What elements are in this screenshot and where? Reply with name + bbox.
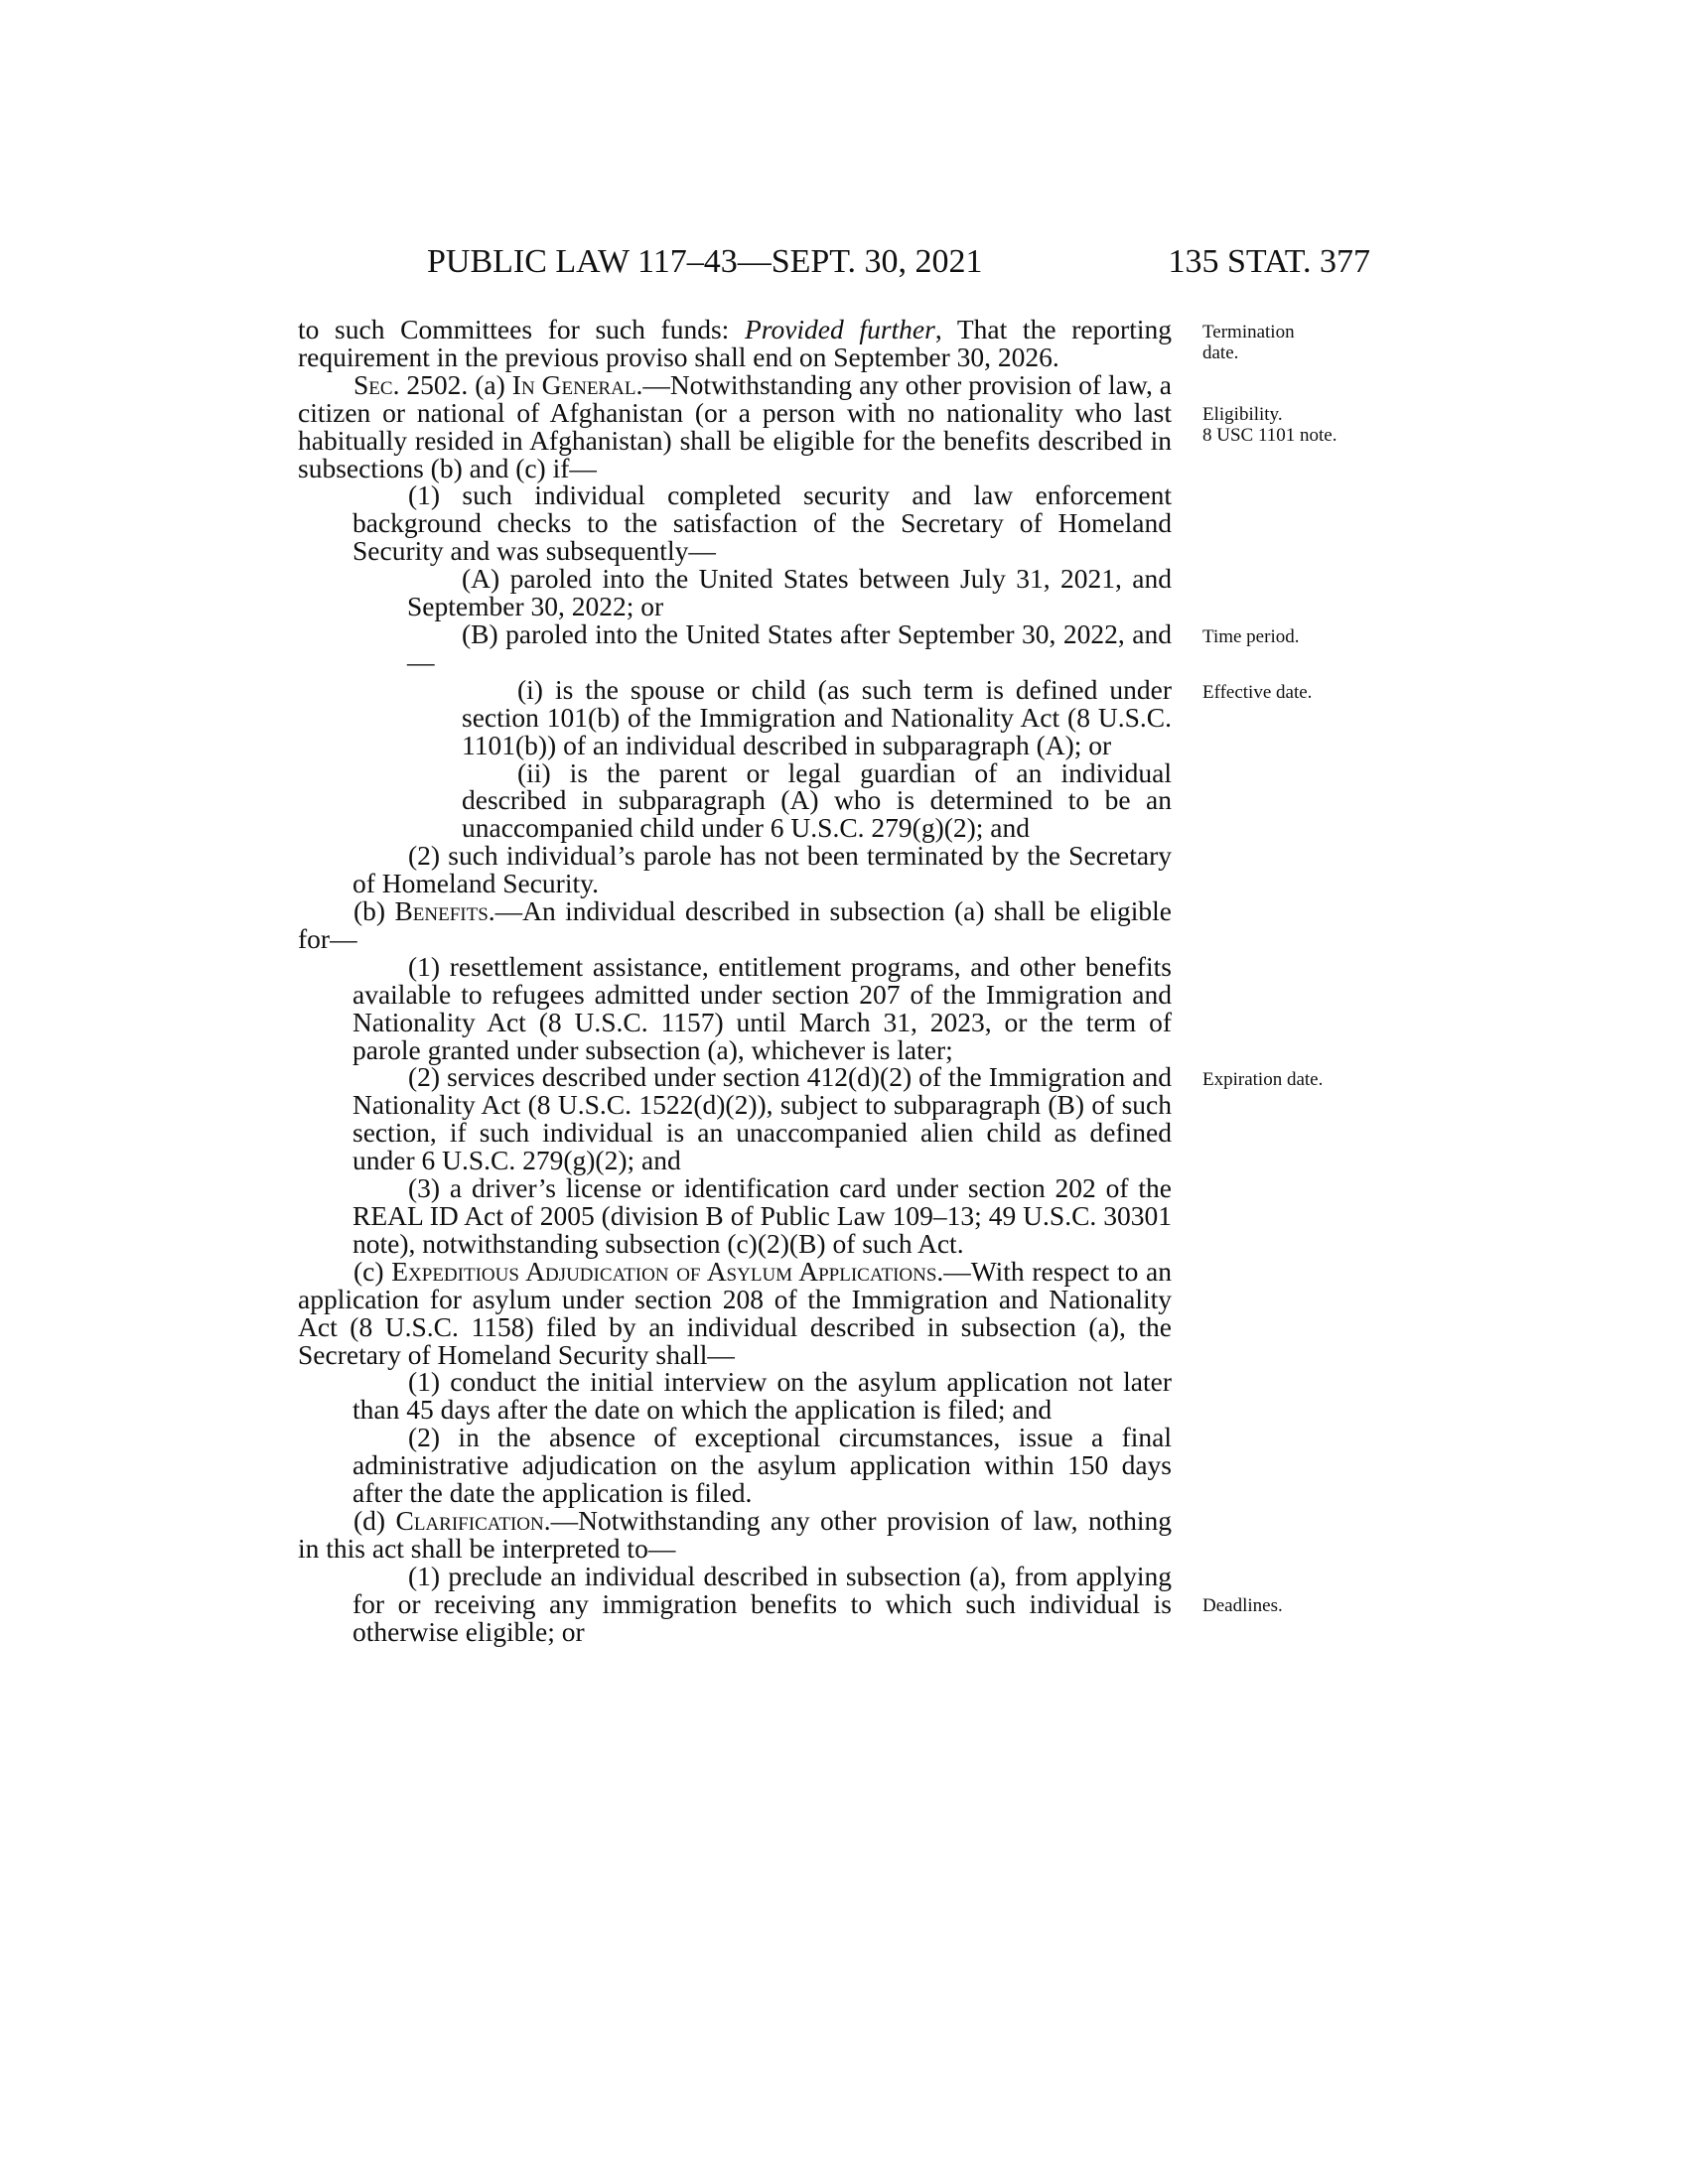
subsection-c: (c) Expeditious Adjudication of Asylum Applications.—With respect to an application for asylum under section 208 of the Immigration and Nationality Act (8 U.S.C. 1158) filed by an individual described in subsection (a), the Secretary of Homeland Security shall— <box>298 1255 1172 1370</box>
clause-d-1: (1) preclude an individual described in subsection (a), from applying for or receiving any immigration benefits to which such individual is otherwise eligible; or <box>352 1560 1172 1647</box>
clause-a-1-B-ii: (ii) is the parent or legal guardian of an individual described in subparagraph (A) who is determined to be an unaccompanied child under 6 U.S.C. 279(g)(2); and <box>462 756 1172 844</box>
subsection-heading-clarification: Clarification <box>395 1504 544 1536</box>
margin-note-time-period: Time period. <box>1202 626 1300 647</box>
margin-note-usc: 8 USC 1101 note. <box>1202 425 1337 446</box>
subsection-b: (b) Benefits.—An individual described in subsection (a) shall be eligible for— <box>298 895 1172 954</box>
running-head-title: PUBLIC LAW 117–43—SEPT. 30, 2021 <box>427 243 983 280</box>
section-2502-a: Sec. 2502. (a) In General.—Notwithstanding any other provision of law, a citizen or national of Afghanistan (or a person with no nationality who last habitually resided in Afghanistan) shall be eligible for the benefits described in subsections (b) and (c) if— <box>298 368 1172 483</box>
clause-c-2: (2) in the absence of exceptional circumstances, issue a final administrative adjudication on the asylum application within 150 days after the date the application is filed. <box>352 1422 1172 1509</box>
section-prefix: Sec <box>353 368 393 400</box>
clause-a-1-B-i: (i) is the spouse or child (as such term is defined under section 101(b) of the Immigration and Nationality Act (8 U.S.C. 1101(b)) of an individual described in subparagraph (A); or <box>462 673 1172 760</box>
margin-note-expiration-date: Expiration date. <box>1202 1069 1324 1090</box>
clause-b-3: (3) a driver’s license or identification card under section 202 of the REAL ID Act of 2005 (division B of Public Law 109–13; 49 U.S.C. 30301 note), notwithstanding subsection (c)(2)(B) of such Act. <box>352 1172 1172 1259</box>
paragraph-continuation: to such Committees for such funds: Provided further, That the reporting requirement in the previous proviso shall end on September 30, 2026. <box>298 314 1172 372</box>
clause-a-1-A: (A) paroled into the United States between July 31, 2021, and September 30, 2022; or <box>407 563 1172 622</box>
subsection-d: (d) Clarification.—Notwithstanding any other provision of law, nothing in this act shall be interpreted to— <box>298 1504 1172 1564</box>
proviso-italic: Provided further <box>744 314 935 344</box>
margin-note-eligibility: Eligibility. 8 USC 1101 note. <box>1202 404 1337 446</box>
clause-a-2: (2) such individual’s parole has not been terminated by the Secretary of Homeland Security. <box>352 840 1172 899</box>
clause-a-1-B: (B) paroled into the United States after September 30, 2022, and— <box>407 617 1172 677</box>
clause-c-1: (1) conduct the initial interview on the asylum application not later than 45 days after the date on which the application is filed; and <box>352 1366 1172 1426</box>
statute-body <box>298 316 1172 1646</box>
clause-b-1: (1) resettlement assistance, entitlement programs, and other benefits available to refugees admitted under section 207 of the Immigration and Nationality Act (8 U.S.C. 1157) until March 31, 2023, or the term of parole granted under subsection (a), whichever is later; <box>352 950 1172 1065</box>
stat-page-number: 135 STAT. 377 <box>1168 243 1370 280</box>
margin-note-termination: Termination date. <box>1202 322 1295 363</box>
page-header <box>298 243 1370 293</box>
clause-a-1: (1) such individual completed security and law enforcement background checks to the satisfaction of the Secretary of Homeland Security and was subsequently— <box>352 479 1172 567</box>
margin-note-effective-date: Effective date. <box>1202 682 1313 703</box>
margin-note-deadlines: Deadlines. <box>1202 1595 1283 1616</box>
subsection-heading-in-general: In General <box>511 368 636 400</box>
clause-b-2: (2) services described under section 412(d)(2) of the Immigration and Nationality Act (8 U.S.C. 1522(d)(2)), subject to subparagraph (B) of such section, if such individual is an unaccompanied alien child as defined under 6 U.S.C. 279(g)(2); and <box>352 1061 1172 1176</box>
subsection-heading-benefits: Benefits <box>394 895 489 927</box>
subsection-heading-asylum: Expeditious Adjudication of Asylum Applications <box>391 1255 937 1287</box>
